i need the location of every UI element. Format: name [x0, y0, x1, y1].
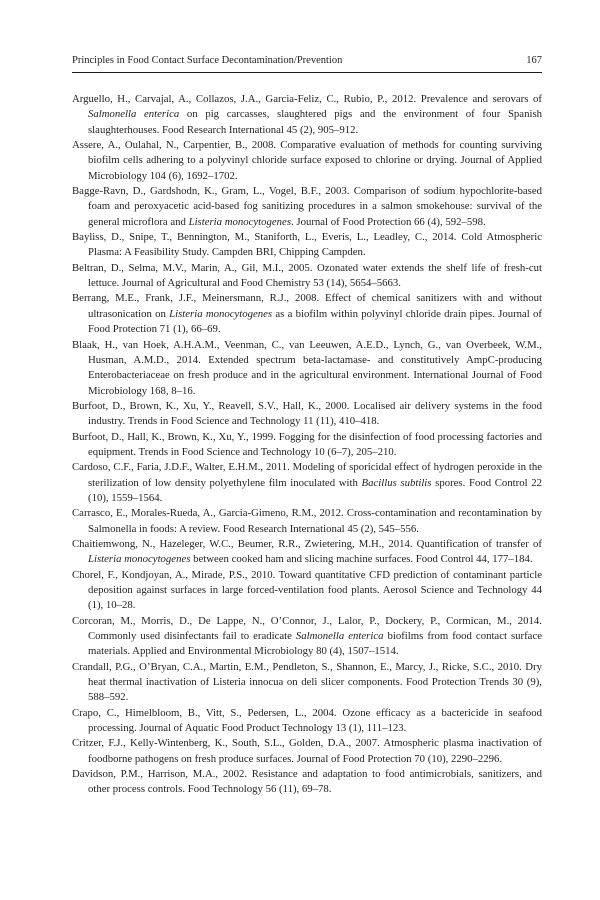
- header-rule: [72, 72, 542, 73]
- reference-text: Carrasco, E., Morales-Rueda, A., Garcia-Gimeno, R.M., 2012. Cross-contamination and recontamination by Salmonella in foods: A review. Food Research International 45 (2), 545–556.: [72, 507, 542, 535]
- reference-italic-text: Bacillus subtilis: [361, 476, 432, 489]
- reference-text: biofilms from food contact surface materials. Applied and Environmental Microbiology 80 (4), 1507–1514.: [88, 630, 542, 658]
- reference-text: Crapo, C., Himelbloom, B., Vitt, S., Pedersen, L., 2004. Ozone efficacy as a bactericide in seafood processing. Journal of Aquatic Food Product Technology 13 (1), 111–123.: [72, 706, 542, 735]
- reference-italic-text: Salmonella enterica: [295, 630, 384, 643]
- reference-text: Chorel, F., Kondjoyan, A., Mirade, P.S., 2010. Toward quantitative CFD prediction of contaminant particle deposition against surfaces in large forced-ventilation food plants. Aerosol Science and Technology 44 (1), 10–28.: [72, 568, 542, 612]
- reference-list: [72, 92, 542, 798]
- reference-entry: [72, 291, 542, 337]
- reference-entry: [72, 261, 542, 292]
- reference-entry: [72, 506, 542, 537]
- reference-text: Corcoran, M., Morris, D., De Lappe, N., O’Connor, J., Lalor, P., Dockery, P., Cormican, M., 2014. Commonly used disinfectants fail to eradicate: [72, 614, 542, 643]
- reference-entry: [72, 767, 542, 798]
- running-header: [72, 55, 542, 71]
- reference-text: Burfoot, D., Brown, K., Xu, Y., Reavell, S.V., Hall, K., 2000. Localised air delivery systems in the food industry. Trends in Food Science and Technology 11 (11), 410–418.: [72, 399, 542, 428]
- reference-text: between cooked ham and slicing machine surfaces. Food Control 44, 177–184.: [190, 553, 533, 566]
- reference-entry: [72, 92, 542, 138]
- reference-text: spores. Food Control 22 (10), 1559–1564.: [88, 476, 542, 504]
- reference-text: as a biofilm within polyvinyl chloride drain pipes. Journal of Food Protection 71 (1), 66–69.: [88, 307, 542, 336]
- reference-entry: [72, 460, 542, 506]
- reference-text: Cardoso, C.F., Faria, J.D.F., Walter, E.H.M., 2011. Modeling of sporicidal effect of hydrogen peroxide in the sterilization of low density polyethylene film inoculated with: [72, 461, 542, 489]
- reference-entry: [72, 138, 542, 184]
- reference-text: Critzer, F.J., Kelly-Wintenberg, K., South, S.L., Golden, D.A., 2007. Atmospheric plasma inactivation of foodborne pathogens on fresh produce surfaces. Journal of Food Protection 70 (10), 2290–2296.: [72, 737, 542, 765]
- reference-entry: [72, 399, 542, 430]
- reference-entry: [72, 706, 542, 737]
- reference-italic-text: Listeria monocytogenes: [188, 215, 292, 228]
- reference-italic-text: Listeria monocytogenes: [88, 553, 191, 566]
- reference-text: . Journal of Food Protection 66 (4), 592–598.: [291, 215, 486, 228]
- reference-entry: [72, 537, 542, 568]
- reference-entry: [72, 614, 542, 660]
- reference-italic-text: Listeria monocytogenes: [169, 307, 273, 320]
- reference-text: Berrang, M.E., Frank, J.F., Meinersmann, R.J., 2008. Effect of chemical sanitizers with and without ultrasonication on: [72, 292, 542, 320]
- reference-entry: [72, 338, 542, 399]
- reference-entry: [72, 568, 542, 614]
- reference-entry: [72, 430, 542, 461]
- reference-italic-text: Salmonella enterica: [88, 108, 180, 121]
- reference-text: Blaak, H., van Hoek, A.H.A.M., Veenman, C., van Leeuwen, A.E.D., Lynch, G., van Overbeek, W.M., Husman, A.M.D., 2014. Extended spectrum beta-lactamase- and constitutively AmpC-producing Enterobacteriaceae on fresh produce and in the agricultural environment. International Journal of Food Microbiology 168, 8–16.: [72, 338, 542, 397]
- reference-text: Crandall, P.G., O’Bryan, C.A., Martin, E.M., Pendleton, S., Shannon, E., Marcy, J., Ricke, S.C., 2010. Dry heat thermal inactivation of Listeria innocua on deli slicer components. Food Protection Trends 30 (9), 588–592.: [72, 660, 542, 704]
- reference-entry: [72, 230, 542, 261]
- reference-text: Beltran, D., Selma, M.V., Marin, A., Gil, M.I., 2005. Ozonated water extends the shelf life of fresh-cut lettuce. Journal of Agricultural and Food Chemistry 53 (14), 5654–5663.: [72, 261, 542, 290]
- reference-text: Bayliss, D., Snipe, T., Bennington, M., Staniforth, L., Everis, L., Leadley, C., 2014. Cold Atmospheric Plasma: A Feasibility Study. Campden BRI, Chipping Campden.: [72, 231, 542, 259]
- reference-text: Assere, A., Oulahal, N., Carpentier, B., 2008. Comparative evaluation of methods for counting surviving biofilm cells adhering to a polyvinyl chloride surface exposed to chlorine or drying. Journal of Applied Microbiology 104 (6), 1692–1702.: [72, 139, 542, 182]
- reference-text: Bagge-Ravn, D., Gardshodn, K., Gram, L., Vogel, B.F., 2003. Comparison of sodium hypochlorite-based foam and peroxyacetic acid-based fog sanitizing procedures in a salmon smokehouse: survival of the general microflora and: [72, 185, 542, 228]
- reference-entry: [72, 736, 542, 767]
- reference-text: Arguello, H., Carvajal, A., Collazos, J.A., Garcia-Feliz, C., Rubio, P., 2012. Prevalence and serovars of: [72, 93, 542, 105]
- page-number: 167: [526, 55, 542, 66]
- reference-text: Burfoot, D., Hall, K., Brown, K., Xu, Y., 1999. Fogging for the disinfection of food processing factories and equipment. Trends in Food Science and Technology 10 (6–7), 205–210.: [72, 430, 542, 458]
- reference-text: Chaitiemwong, N., Hazeleger, W.C., Beumer, R.R., Zwietering, M.H., 2014. Quantification of transfer of: [72, 537, 542, 550]
- reference-entry: [72, 660, 542, 706]
- reference-entry: [72, 184, 542, 230]
- reference-text: on pig carcasses, slaughtered pigs and the environment of four Spanish slaughterhouses. Food Research International 45 (2), 905–912.: [88, 108, 542, 136]
- running-title: Principles in Food Contact Surface Decontamination/Prevention: [72, 55, 343, 66]
- reference-text: Davidson, P.M., Harrison, M.A., 2002. Resistance and adaptation to food antimicrobials, sanitizers, and other process controls. Food Technology 56 (11), 69–78.: [72, 768, 542, 796]
